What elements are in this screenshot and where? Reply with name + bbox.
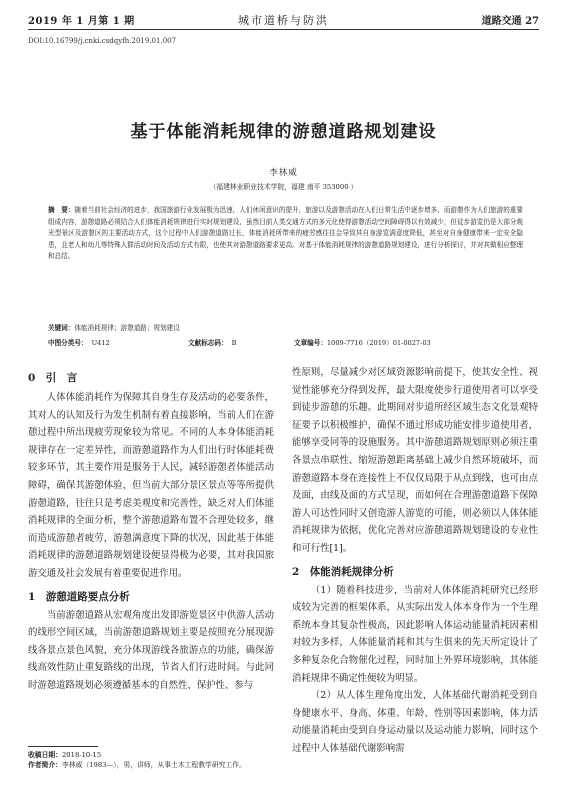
author-affiliation: （福建林业职业技术学院，福建 南平 353000 ）	[209, 183, 358, 191]
article-label: 文章编号：	[294, 339, 327, 347]
clc-value: U412	[91, 339, 110, 347]
section-0-paragraph: 人体体能消耗作为保障其自身生存及活动的必要条件，其对人的认知及行为发生机制有着直接影响，当前人们在游憩过程中所出现疲劳现象较为常见。不同的人本身体能消耗规律存在一定差异性，而游憩道路作为人们出行时体能耗费较多环节，其主要作用是服务于人民，减轻游憩者体能活动障碍，确保其游憩体验，但当前大部分景区景点等等所提供游憩道路，往往只是考虑美观度和完善性，缺乏对人们体能消耗规律的全面分析，整个游憩道路布置不合理处较多，继而造成游憩者疲劳，游憩满意度下降的状况，因此基于体能消耗规律的游憩道路规划建设便显得极为必要，其对我国旅游交通及社会发展有着重要促进作用。	[28, 392, 274, 579]
running-header	[28, 12, 539, 30]
section-1-paragraph: 当前游憩道路从宏观角度出发即游览景区中供游人活动的线形空间区域，当前游憩道路规划主要是按照充分展现游线各景点景色风貌，充分体现游线各旅游点的功能，确保游线高效性防止重复路线的出现，节省人们行进时间。与此同时游憩道路规划必须遵循基本的自然性、保护性、参与	[28, 609, 274, 691]
abstract	[48, 205, 523, 263]
footnote	[28, 751, 258, 770]
section-page: 道路交通 27	[481, 16, 539, 27]
section-0-heading: 0 引 言	[28, 372, 78, 384]
received-label: 收稿日期：	[28, 751, 62, 759]
keywords-text: 体能消耗规律；游憩道路；规划建设	[74, 324, 180, 332]
article-value: 1009-7716（2019）01-0027-03	[326, 339, 431, 347]
right-column	[292, 364, 538, 757]
section-2-paragraph-2: （2）从人体生理角度出发，人体基础代谢消耗受到自身健康水平、身高、体重、年龄、性别等因素影响，体力活动能量消耗由受到自身运动量以及运动能力影响，同时这个过程中人体基础代谢影响需	[292, 690, 538, 754]
author-bio-value: 李林威（1983—），男，讲师，从事土木工程教学研究工作。	[61, 760, 246, 769]
continued-paragraph: 性原则，尽量减少对区域资源影响前提下，使其安全性、视觉性能够充分得到发挥，最大限度使步行道使用者可以享受到徒步游憩的乐趣。此期间对步道所经区域生态文化景观特征要予以积极维护，确保不通过形成功能安排步道使用者，能够享受同等的设施服务。其中游憩道路规划原则必须注重各景点串联性、缩短游憩距离基础上减少自然环境破坏，而游憩道路本身在连接性上不仅仅局限于从点到线，也可由点及面，由线及面的方式呈现，而如何在合理游憩道路下保障游人可达性同时又创造游人游览的可能，则必须以人体体能消耗规律为依据，优化完善对应游憩道路规划建设的专业性和可行性[1]。	[292, 367, 538, 554]
journal-name: 城市道桥与防洪	[238, 14, 329, 27]
paper-title: 基于体能消耗规律的游憩道路规划建设	[130, 122, 437, 142]
clc-label: 中图分类号：	[48, 339, 88, 347]
author-bio	[28, 761, 258, 771]
doi: DOI:10.16799/j.cnki.csdqyfh.2019.01.007	[28, 37, 177, 45]
received-value: 2018-10-15	[61, 751, 102, 759]
doc-value: B	[231, 339, 237, 347]
author-bio-label: 作者简介：	[28, 760, 62, 769]
section-1-heading: 1 游憩道路要点分析	[28, 590, 130, 603]
keywords	[48, 322, 523, 332]
section-2-paragraph-1: （1）随着科技进步，当前对人体体能消耗研究已经形成较为完善的框架体系，从实际出发人体本身作为一个生理系统本身其复杂性极高，因此影响人体运动能量消耗因素相对较为多样，人体能量消耗和其与生俱来的先天所定设计了多种复杂化合物催化过程，同时加上外界环境影响，其体能消耗规律不确定性便较为明显。	[292, 584, 538, 684]
issue-date: 2019 年 1 月第 1 期	[28, 16, 135, 27]
left-column	[28, 370, 274, 695]
section-2-heading: 2 体能消耗规律分析	[292, 565, 394, 578]
article-number	[294, 337, 431, 347]
doc-label: 文献标志码：	[188, 339, 228, 347]
received-date	[28, 751, 258, 761]
keywords-label: 关键词：	[48, 324, 75, 332]
abstract-label: 摘 要：	[48, 206, 75, 214]
footnote-rule	[28, 746, 98, 747]
clc-number	[48, 337, 110, 347]
classification-line	[48, 337, 523, 349]
document-code	[188, 337, 236, 347]
author-name: 李林威	[269, 168, 298, 178]
header-rule	[28, 29, 539, 30]
abstract-text: 随着当前社会经济的进步，我国旅游行业发展极为迅速，人们休闲意识的提升，旅游以及游憩活动在人们日常生活中逐步增多，而游憩作为人们旅游的重要组成内容，游憩道路必须结合人们体能消耗规律进行实时规划建设，虽然目前人类交通方式的多元化使得游憩活动空间障碍得以有效减少，但徒步游览仍是大部分观光型景区及游憩区的主要活动方式，这个过程中人们游憩道路过长，体能消耗所带来的疲劳感往往会导致其自身游览满意度降低，甚至对自身健康带来一定安全隐患，且老人和幼儿等特殊人群活动时间及活动方式有限，也使其对游憩道路要求更高。对基于体能消耗规律的游憩道路规划建设，进行分析探讨，并对其做相应整理和总结。	[48, 206, 523, 261]
